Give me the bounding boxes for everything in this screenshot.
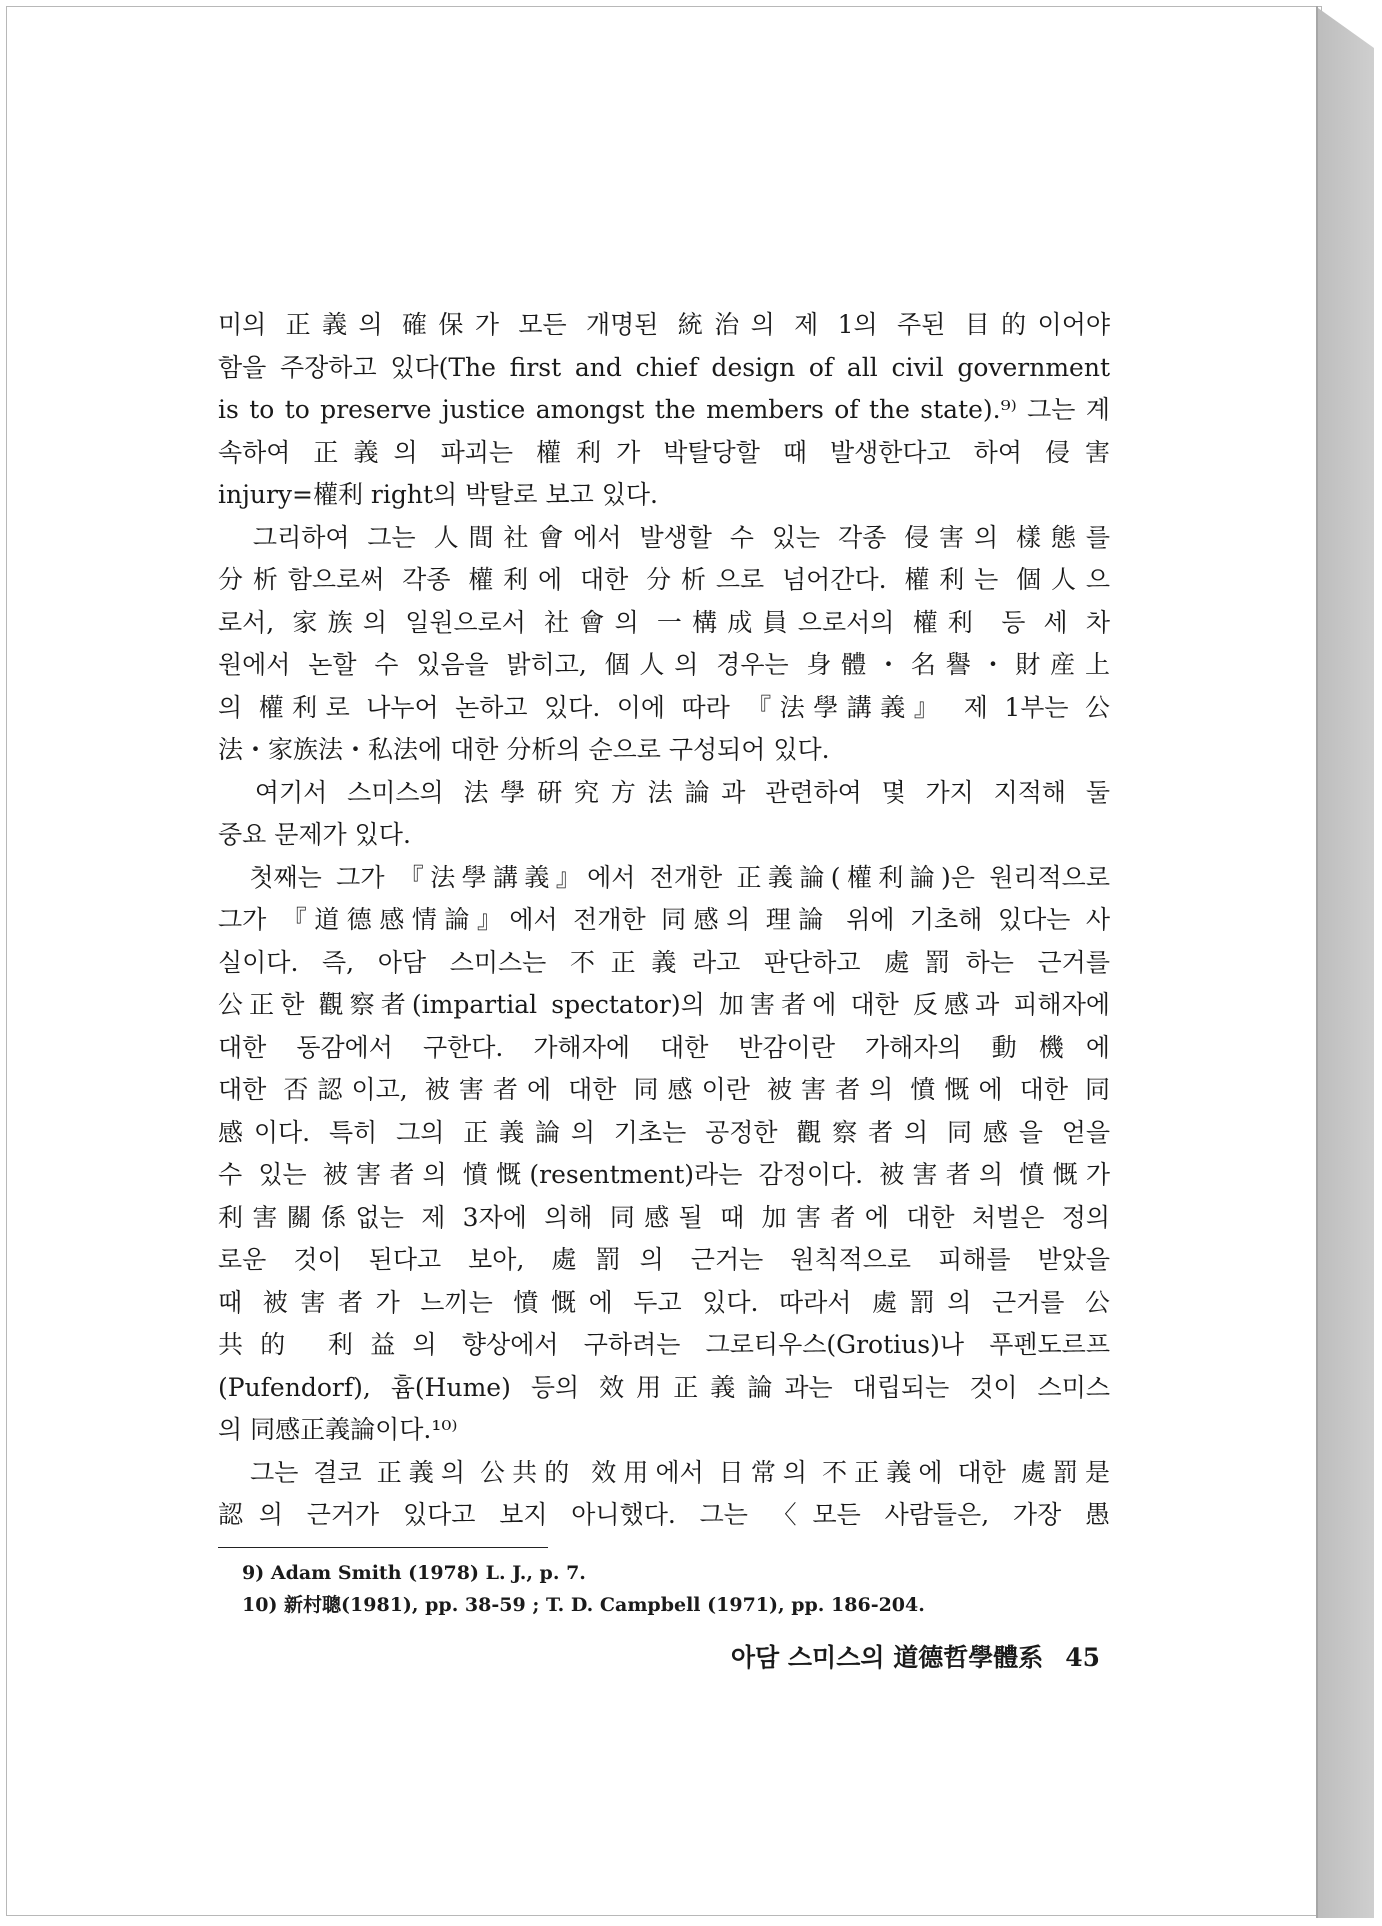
body-line: 함을 주장하고 있다(The first and chief design of all civil government (218, 352, 1110, 382)
body-line: injury=權利 right의 박탈로 보고 있다. (218, 480, 659, 509)
body-line: 感이다. 특히 그의 正義論의 기초는 공정한 觀察者의 同感을 얻을 (218, 1117, 1110, 1147)
body-line: 로서, 家族의 일원으로서 社會의 一構成員으로서의 權利 등 세 차 (218, 607, 1110, 637)
body-line: 수 있는 被害者의 憤慨(resentment)라는 감정이다. 被害者의 憤慨가 (218, 1160, 1110, 1189)
footnote-rule (218, 1547, 548, 1548)
page-number: 45 (1065, 1643, 1100, 1672)
body-line: 共的 利益의 향상에서 구하려는 그로티우스(Grotius)나 푸펜도르프 (218, 1330, 1110, 1359)
body-line: 의 同感正義論이다.¹⁰⁾ (218, 1415, 458, 1444)
body-line: 그가 『道德感情論』에서 전개한 同感의 理論 위에 기초해 있다는 사 (218, 905, 1110, 934)
page-edge-line (1316, 6, 1318, 1918)
body-line: 그는 결코 正義의 公共的 效用에서 日常의 不正義에 대한 處罰是 (218, 1457, 1110, 1487)
body-line: 로운 것이 된다고 보아, 處罰의 근거는 원칙적으로 피해를 받았을 (218, 1245, 1110, 1274)
body-line: 중요 문제가 있다. (218, 820, 411, 849)
body-line: 대한 동감에서 구한다. 가해자에 대한 반감이란 가해자의 動機에 (218, 1032, 1110, 1062)
footnotes (242, 1557, 1102, 1621)
body-line: 의 權利로 나누어 논하고 있다. 이에 따라 『法學講義』 제 1부는 公 (218, 692, 1110, 722)
body-line: 미의 正義의 確保가 모든 개명된 統治의 제 1의 주된 目的이어야 (218, 310, 1110, 339)
page-footer (700, 1638, 1100, 1674)
body-line: 때 被害者가 느끼는 憤慨에 두고 있다. 따라서 處罰의 근거를 公 (218, 1287, 1110, 1317)
body-line: 첫째는 그가 『法學講義』에서 전개한 正義論(權利論)은 원리적으로 (218, 862, 1110, 892)
body-text (218, 304, 1110, 1537)
body-line: 公正한 觀察者(impartial spectator)의 加害者에 대한 反感과 피해자에 (218, 990, 1110, 1019)
body-line: 法・家族法・私法에 대한 分析의 순으로 구성되어 있다. (218, 735, 830, 764)
body-line: 利害關係없는 제 3자에 의해 同感될 때 加害者에 대한 처벌은 정의 (218, 1202, 1110, 1232)
body-line: 속하여 正義의 파괴는 權利가 박탈당할 때 발생한다고 하여 侵害 (218, 437, 1110, 467)
footnote-10: 10) 新村聰(1981), pp. 38-59 ; T. D. Campbell (1971), pp. 186-204. (242, 1594, 925, 1616)
body-line: 分析함으로써 각종 權利에 대한 分析으로 넘어간다. 權利는 個人으 (218, 565, 1110, 594)
body-line: 대한 否認이고, 被害者에 대한 同感이란 被害者의 憤慨에 대한 同 (218, 1075, 1110, 1104)
body-line: is to to preserve justice amongst the members of the state).⁹⁾ 그는 계 (218, 395, 1110, 424)
running-title: 아담 스미스의 道德哲學體系 (730, 1643, 1044, 1672)
body-line: (Pufendorf), 흄(Hume) 등의 效用正義論과는 대립되는 것이 스미스 (218, 1372, 1110, 1402)
page-edge (1318, 8, 1374, 1918)
body-line: 실이다. 즉, 아담 스미스는 不正義라고 판단하고 處罰하는 근거를 (218, 947, 1110, 977)
body-line: 여기서 스미스의 法學硏究方法論과 관련하여 몇 가지 지적해 둘 (218, 777, 1110, 807)
body-line: 그리하여 그는 人間社會에서 발생할 수 있는 각종 侵害의 樣態를 (218, 522, 1110, 552)
body-line: 認의 근거가 있다고 보지 아니했다. 그는 〈모든 사람들은, 가장 愚 (218, 1500, 1110, 1529)
footnote-9: 9) Adam Smith (1978) L. J., p. 7. (242, 1562, 586, 1584)
body-line: 원에서 논할 수 있음을 밝히고, 個人의 경우는 身體・名譽・財産上 (218, 650, 1110, 679)
